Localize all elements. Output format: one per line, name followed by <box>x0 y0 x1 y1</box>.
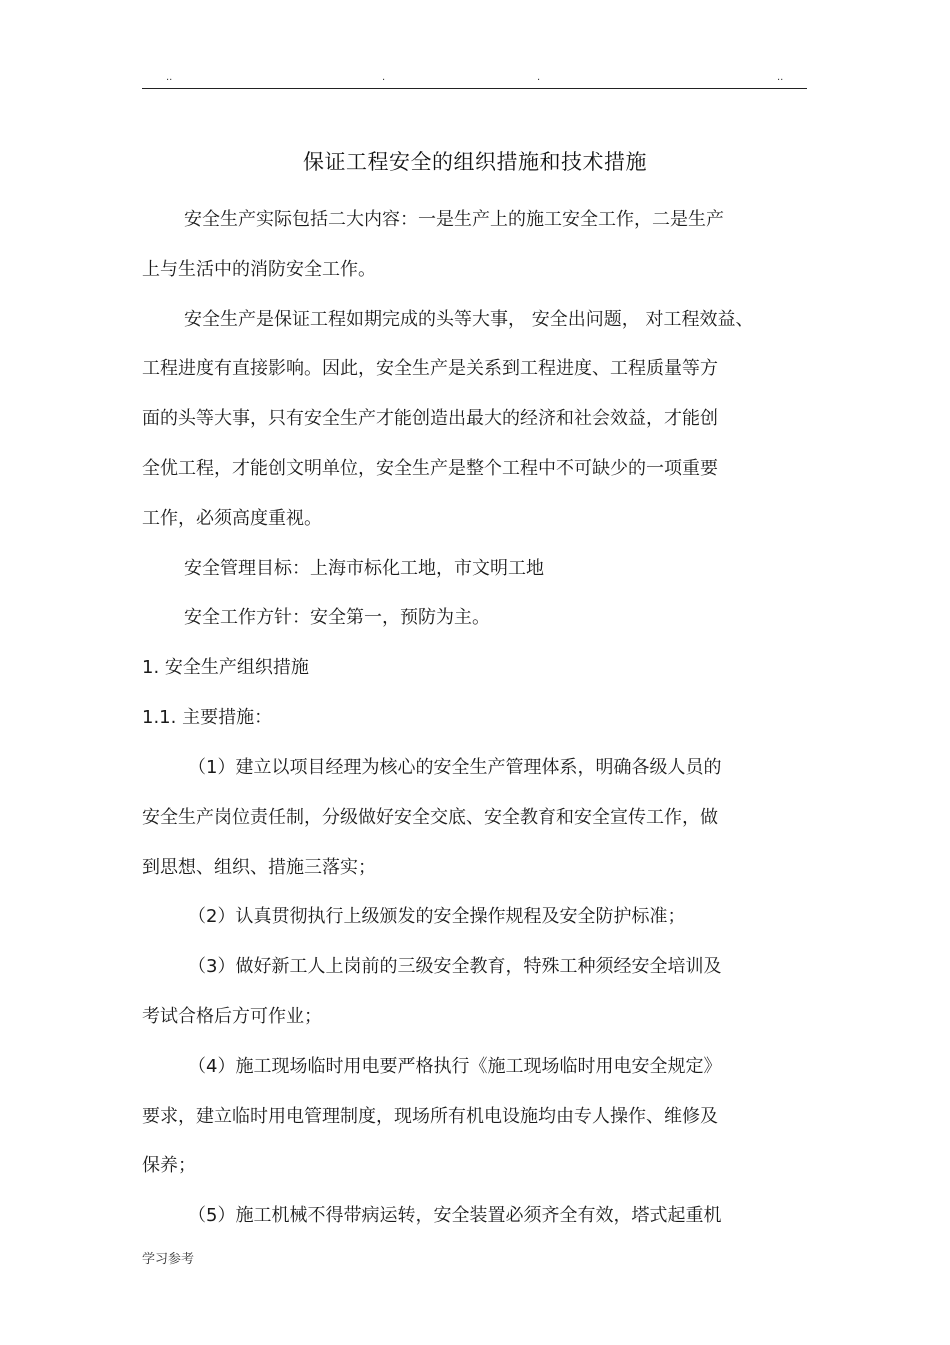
paragraph-line: 全优工程，才能创文明单位，安全生产是整个工程中不可缺少的一项重要 <box>142 458 718 479</box>
subsection-heading: 1.1. 主要措施： <box>142 707 273 728</box>
paragraph-line: 到思想、组织、措施三落实； <box>142 857 376 878</box>
paragraph-line: 工程进度有直接影响。因此，安全生产是关系到工程进度、工程质量等方 <box>142 358 718 379</box>
header-dot-1: .. <box>166 72 173 83</box>
paragraph-line: 要求，建立临时用电管理制度，现场所有机电设施均由专人操作、维修及 <box>142 1106 718 1127</box>
paragraph-line: 安全工作方针：安全第一，预防为主。 <box>184 607 490 628</box>
document-title: 保证工程安全的组织措施和技术措施 <box>303 150 647 174</box>
header-dot-4: .. <box>777 72 784 83</box>
paragraph-line: 保养； <box>142 1155 196 1176</box>
page-header-dots <box>142 72 807 86</box>
page-footer: 学习参考 <box>142 1252 195 1267</box>
paragraph-line: 安全生产岗位责任制，分级做好安全交底、安全教育和安全宣传工作，做 <box>142 807 718 828</box>
paragraph-line: 面的头等大事，只有安全生产才能创造出最大的经济和社会效益，才能创 <box>142 408 718 429</box>
paragraph-line: （4）施工现场临时用电要严格执行《施工现场临时用电安全规定》 <box>188 1056 722 1077</box>
paragraph-line: 安全管理目标：上海市标化工地，市文明工地 <box>184 558 544 579</box>
paragraph-line: 上与生活中的消防安全工作。 <box>142 259 376 280</box>
header-dot-2: . <box>382 72 386 83</box>
paragraph-line: （3）做好新工人上岗前的三级安全教育，特殊工种须经安全培训及 <box>188 956 722 977</box>
paragraph-line: 考试合格后方可作业； <box>142 1006 322 1027</box>
paragraph-line: 安全生产实际包括二大内容：一是生产上的施工安全工作，二是生产 <box>184 209 724 230</box>
paragraph-line: 工作，必须高度重视。 <box>142 508 322 529</box>
paragraph-line: （5）施工机械不得带病运转，安全装置必须齐全有效，塔式起重机 <box>188 1205 722 1226</box>
header-divider <box>142 88 807 89</box>
header-dot-3: . <box>537 72 541 83</box>
paragraph-line: （1）建立以项目经理为核心的安全生产管理体系，明确各级人员的 <box>188 757 722 778</box>
paragraph-line: 安全生产是保证工程如期完成的头等大事， 安全出问题， 对工程效益、 <box>184 309 754 330</box>
paragraph-line: （2）认真贯彻执行上级颁发的安全操作规程及安全防护标准； <box>188 906 686 927</box>
section-heading: 1. 安全生产组织措施 <box>142 657 309 678</box>
